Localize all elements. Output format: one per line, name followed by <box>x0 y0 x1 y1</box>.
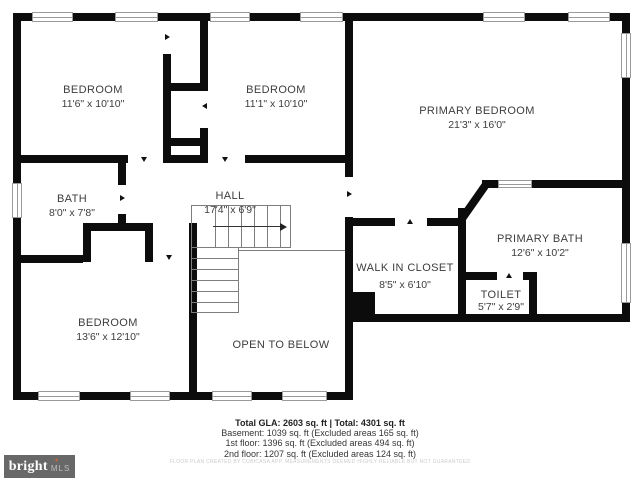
brightmls-logo <box>4 455 75 478</box>
door-marker <box>202 103 207 109</box>
wall <box>13 155 128 163</box>
room-name: TOILET <box>480 289 522 301</box>
window <box>483 12 525 22</box>
room-dims: 11'1" x 10'10" <box>244 98 308 110</box>
door-marker <box>141 157 147 162</box>
wall <box>13 255 83 263</box>
window <box>115 12 158 22</box>
wall <box>466 272 497 280</box>
wall <box>163 83 208 91</box>
window <box>12 183 22 218</box>
room-dims: 12'6" x 10'2" <box>511 247 569 259</box>
window <box>621 243 631 303</box>
first-floor-line: 1st floor: 1396 sq. ft (Excluded areas 494 sq. ft) <box>225 438 415 449</box>
chase-block <box>352 292 375 314</box>
wall <box>163 155 208 163</box>
room-label-bath <box>27 193 117 219</box>
room-label-primary-bedroom <box>397 105 557 131</box>
stairs-direction-line <box>213 226 281 227</box>
wall <box>118 163 126 185</box>
room-name: BEDROOM <box>78 317 138 329</box>
room-dims: 8'5" x 6'10" <box>379 279 431 291</box>
second-floor-line: 2nd floor: 1207 sq. ft (Excluded areas 124 sq. ft) <box>223 448 417 459</box>
room-label-open-to-below <box>211 339 351 351</box>
disclaimer-text: FLOOR PLAN CREATED BY CUBICASA APP. MEASUREMENTS DEEMED HIGHLY RELIABLE BUT NOT GUARANTEED <box>169 459 471 465</box>
door-marker <box>166 255 172 260</box>
open-to-below-line <box>238 250 345 251</box>
room-dims: 21'3" x 16'0" <box>448 119 506 131</box>
wall <box>200 21 208 87</box>
room-name: BEDROOM <box>246 84 306 96</box>
room-label-bedroom-2 <box>216 84 336 110</box>
window <box>212 391 252 401</box>
logo-mls-text: MLS <box>50 463 71 473</box>
room-name: PRIMARY BATH <box>496 233 584 245</box>
door-marker <box>506 273 512 278</box>
window <box>210 12 250 22</box>
window <box>300 12 343 22</box>
room-label-toilet <box>455 289 547 313</box>
stairs-direction-arrow <box>280 223 287 231</box>
window <box>130 391 170 401</box>
room-name: BATH <box>56 193 88 205</box>
door-marker <box>407 219 413 224</box>
room-label-walk-in-closet <box>340 262 470 291</box>
room-name: BEDROOM <box>63 84 123 96</box>
wall <box>83 223 153 231</box>
room-label-primary-bath <box>470 233 610 259</box>
room-dims: 8'0" x 7'8" <box>49 207 95 219</box>
logo-wordmark: bright <box>8 458 48 474</box>
room-dims: 13'6" x 12'10" <box>76 331 140 343</box>
wall <box>345 314 630 322</box>
cased-opening <box>498 180 532 188</box>
door-marker <box>120 195 125 201</box>
room-label-bedroom-3 <box>48 317 168 343</box>
wall <box>163 138 208 146</box>
room-name: HALL <box>215 190 245 202</box>
room-dims: 17'4" x 6'9" <box>204 204 256 216</box>
window <box>568 12 610 22</box>
window <box>38 391 80 401</box>
room-label-hall <box>180 190 280 216</box>
area-summary <box>170 418 470 459</box>
window <box>32 12 73 22</box>
room-name: OPEN TO BELOW <box>232 339 330 351</box>
window <box>282 391 327 401</box>
door-marker <box>222 157 228 162</box>
door-marker <box>347 191 352 197</box>
room-name: PRIMARY BEDROOM <box>419 105 535 117</box>
room-name: WALK IN CLOSET <box>356 262 454 274</box>
window <box>621 33 631 78</box>
wall <box>83 231 91 262</box>
room-dims: 5'7" x 2'9" <box>478 301 524 313</box>
basement-line: Basement: 1039 sq. ft (Excluded areas 165 sq. ft) <box>221 428 419 439</box>
room-label-bedroom-1 <box>33 84 153 110</box>
wall <box>345 13 353 177</box>
door-marker <box>165 34 170 40</box>
logo-star-icon: ✦ <box>54 458 60 464</box>
wall <box>118 214 126 223</box>
room-dims: 11'6" x 10'10" <box>61 98 125 110</box>
wall <box>145 231 153 262</box>
wall <box>245 155 353 163</box>
total-gla-line: Total GLA: 2603 sq. ft | Total: 4301 sq. ft <box>235 418 405 428</box>
wall <box>348 218 395 226</box>
